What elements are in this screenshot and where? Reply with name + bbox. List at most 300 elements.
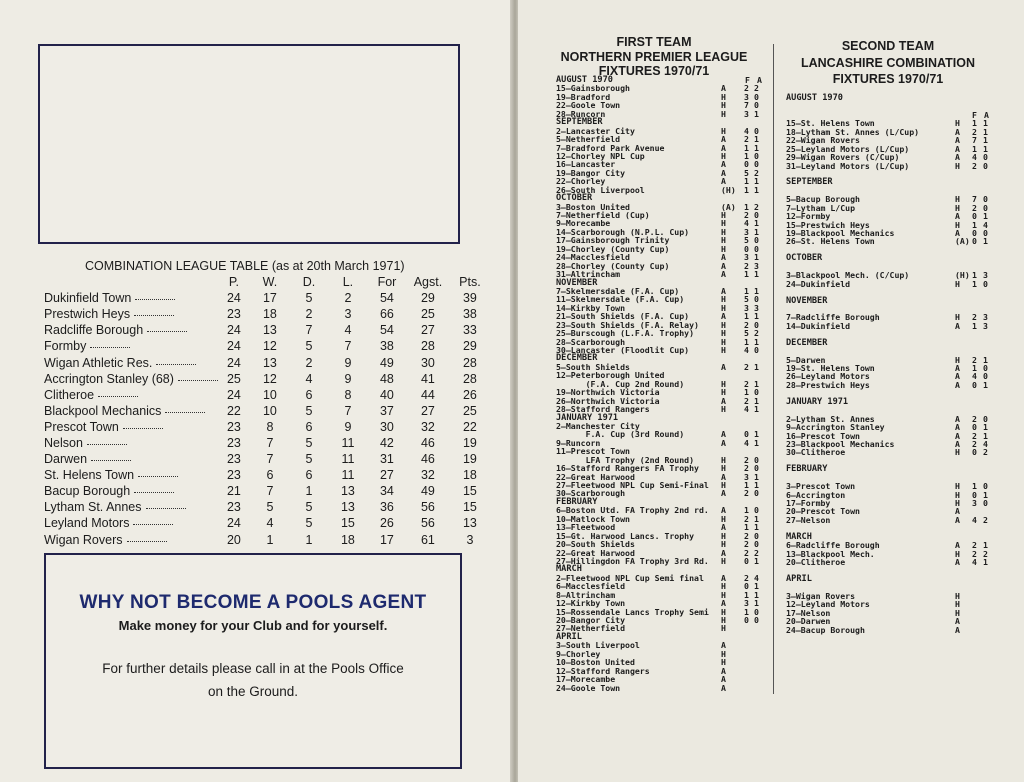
fixture-venue: A: [721, 167, 726, 178]
fixture-venue: A: [721, 471, 726, 482]
team-name-text: Nelson: [44, 435, 83, 450]
fixture-opponent: 3—Wigan Rovers: [786, 590, 856, 601]
fixture-opponent: 28—Runcorn: [556, 108, 606, 119]
fixture-goals-for: 0: [744, 555, 749, 566]
league-table: [44, 274, 490, 548]
fixture-opponent: 20—Clitheroe: [786, 557, 846, 568]
fixture-goals-against: 1: [983, 126, 988, 137]
fixture-opponent: 22—Goole Town: [556, 100, 621, 111]
fixture-opponent: 12—Leyland Motors: [786, 599, 870, 610]
month-label: FEBRUARY: [786, 464, 828, 475]
fixture-opponent: 19—Bradford: [556, 91, 611, 102]
fixture-venue: A: [955, 371, 960, 382]
fixture-venue: A: [721, 674, 726, 685]
team-name: [44, 354, 218, 370]
fixture-venue: A: [721, 682, 726, 693]
stat-p: 24: [226, 516, 241, 531]
fixture-venue: H: [721, 657, 726, 668]
fixture-venue: H: [955, 219, 960, 230]
header-against: Agst.: [413, 275, 443, 290]
fixture-goals-for: 4: [744, 437, 749, 448]
fixture-goals-for: 3: [744, 598, 749, 609]
fixture-venue: H: [721, 378, 726, 389]
fixture-row: [786, 558, 998, 566]
stat-f: 17: [379, 532, 394, 547]
fixture-goals-against: 1: [983, 143, 988, 154]
stat-a: 28: [420, 339, 435, 354]
fixture-goals-against: 0: [754, 463, 759, 474]
fixture-venue: A: [721, 572, 726, 583]
fixture-goals-for: 1: [972, 143, 977, 154]
fixture-goals-for: 1: [972, 270, 977, 281]
stat-f: 54: [379, 323, 394, 338]
leader-dots: [133, 524, 173, 525]
fixture-goals-against: 0: [754, 125, 759, 136]
team-name: [44, 515, 218, 531]
fixture-goals-for: 0: [744, 243, 749, 254]
fixture-venue: A: [721, 505, 726, 516]
stat-p: 23: [226, 419, 241, 434]
stat-pts: 28: [462, 371, 477, 386]
stat-w: 10: [262, 387, 277, 402]
fixture-opponent: 5—Netherfield: [556, 134, 621, 145]
fixture-goals-against: 3: [983, 312, 988, 323]
table-row: [44, 515, 490, 531]
fixture-goals-for: 7: [972, 194, 977, 205]
league-table-title: COMBINATION LEAGUE TABLE (as at 20th March 1971): [85, 259, 405, 273]
stat-d: 2: [305, 355, 313, 370]
fixture-opponent: 20—Darwen: [786, 616, 831, 627]
fixture-opponent: 9—Morecambe: [556, 218, 611, 229]
fixture-goals-for: 2: [744, 513, 749, 524]
blank-advert-box: [38, 44, 460, 244]
fixture-goals-for: 2: [744, 547, 749, 558]
stat-w: 7: [266, 452, 274, 467]
header-lost: L.: [342, 275, 354, 290]
fixture-goals-against: 1: [754, 429, 759, 440]
fixture-opponent: 28—Prestwich Heys: [786, 379, 870, 390]
fixture-venue: H: [955, 607, 960, 618]
fixture-goals-for: 0: [972, 447, 977, 458]
stat-l: 18: [340, 532, 355, 547]
fixture-goals-against: 0: [983, 152, 988, 163]
stat-pts: 13: [462, 516, 477, 531]
fixture-venue: H: [955, 354, 960, 365]
fixture-opponent: 2—Fleetwood NPL Cup Semi final: [556, 572, 704, 583]
team-name-text: Blackpool Mechanics: [44, 403, 162, 418]
team-name-text: Radcliffe Borough: [44, 323, 144, 338]
fixture-goals-against: 1: [754, 311, 759, 322]
leader-dots: [127, 541, 167, 542]
fixture-goals-for: 0: [972, 422, 977, 433]
month-heading: [786, 465, 998, 473]
fixture-venue: A: [721, 269, 726, 280]
fixture-opponent: 2—Lancaster City: [556, 125, 635, 136]
fixture-goals-against: 1: [754, 218, 759, 229]
stat-f: 66: [379, 307, 394, 322]
fixture-goals-against: 0: [983, 228, 988, 238]
team-name-text: Wigan Rovers: [44, 532, 123, 547]
fixture-venue: H: [955, 312, 960, 323]
stat-f: 49: [379, 355, 394, 370]
fixture-venue: A: [721, 598, 726, 609]
fixture-goals-against: 1: [983, 211, 988, 222]
fixture-goals-for: 1: [744, 150, 749, 161]
fixture-opponent: F.A. Cup (3rd Round): [556, 429, 685, 440]
stat-w: 12: [262, 339, 277, 354]
stat-l: 15: [340, 516, 355, 531]
fixture-goals-against: 0: [983, 481, 988, 492]
fixture-venue: H: [955, 202, 960, 213]
month-label: JANUARY 1971: [786, 396, 849, 407]
fixture-goals-against: 1: [754, 269, 759, 280]
fixture-opponent: 22—Great Harwood: [556, 547, 635, 558]
stat-f: 40: [379, 387, 394, 402]
stat-a: 49: [420, 484, 435, 499]
second-team-title: SECOND TEAM: [841, 39, 935, 53]
fixture-venue: H: [721, 581, 726, 592]
stat-a: 46: [420, 435, 435, 450]
fixture-opponent: 5—South Shields: [556, 361, 630, 372]
fixture-opponent: 7—Radcliffe Borough: [786, 312, 880, 323]
fixture-opponent: 26—Leyland Motors: [786, 371, 870, 382]
team-name-text: Bacup Borough: [44, 484, 131, 499]
fixture-opponent: 22—Great Harwood: [556, 471, 635, 482]
fixture-goals-for: 1: [744, 505, 749, 516]
fixture-venue: H: [721, 539, 726, 550]
fixture-opponent: 30—Scarborough: [556, 488, 626, 499]
pools-subline: Make money for your Club and for yourself.: [118, 618, 388, 633]
fixture-goals-against: 0: [983, 498, 988, 508]
fixture-goals-against: 1: [754, 437, 759, 448]
fixture-goals-against: 1: [754, 378, 759, 389]
stat-l: 8: [344, 387, 352, 402]
month-label: AUGUST 1970: [556, 75, 613, 85]
fixture-goals-for: 4: [744, 125, 749, 136]
fixture-opponent: 17—Morecambe: [556, 674, 616, 685]
fixture-goals-against: 0: [754, 345, 759, 355]
fixture-goals-for: 1: [744, 387, 749, 398]
fixture-goals-for: 4: [972, 371, 977, 382]
second-team-f-header: F: [972, 110, 977, 120]
fixture-venue: A: [955, 152, 960, 163]
fixture-venue: A: [721, 640, 726, 651]
fixture-venue: H: [721, 404, 726, 415]
stat-d: 5: [305, 452, 313, 467]
fixture-goals-for: 1: [744, 285, 749, 296]
month-heading: [786, 398, 998, 406]
fixture-opponent: 2—Manchester City: [556, 420, 640, 431]
fixture-venue: H: [721, 91, 726, 102]
fixture-goals-against: 1: [983, 430, 988, 441]
second-team-fixtures-label: FIXTURES 1970/71: [832, 72, 944, 86]
fixture-goals-for: 4: [744, 345, 749, 355]
fixture-venue: H: [721, 530, 726, 541]
fixture-venue: H: [721, 210, 726, 220]
fixture-goals-for: 1: [744, 480, 749, 490]
fixture-venue: (A): [955, 236, 970, 247]
fixture-venue: A: [721, 665, 726, 676]
leader-dots: [87, 444, 127, 445]
stat-l: 7: [344, 339, 352, 354]
stat-d: 1: [305, 532, 313, 547]
fixture-opponent: 28—Stafford Rangers: [556, 404, 650, 415]
stat-p: 24: [226, 291, 241, 306]
fixture-goals-against: 1: [754, 589, 759, 600]
table-row: [44, 306, 490, 322]
stat-w: 4: [266, 516, 274, 531]
fixture-goals-against: 1: [983, 422, 988, 433]
fixture-venue: A: [721, 547, 726, 558]
fixture-opponent: 29—Wigan Rovers (C/Cup): [786, 152, 900, 163]
fixture-venue: A: [955, 616, 960, 627]
fixture-opponent: 23—South Shields (F.A. Relay): [556, 319, 699, 330]
fixture-goals-against: 0: [983, 194, 988, 205]
fixture-venue: H: [955, 278, 960, 289]
stat-d: 7: [305, 323, 313, 338]
stat-d: 4: [305, 371, 313, 386]
fixture-venue: A: [955, 624, 960, 635]
fixture-row: [786, 237, 998, 245]
month-label: FEBRUARY: [556, 496, 598, 507]
fixture-goals-for: 2: [744, 454, 749, 465]
fixture-venue: H: [721, 345, 726, 355]
stat-a: 56: [420, 516, 435, 531]
fixture-venue: H: [721, 387, 726, 398]
fixture-venue: (H): [955, 270, 970, 281]
stat-l: 13: [340, 484, 355, 499]
fixture-goals-for: 2: [972, 413, 977, 424]
fixture-row: [786, 567, 998, 575]
leader-dots: [147, 331, 187, 332]
pools-detail-line-2: on the Ground.: [207, 684, 299, 699]
stat-d: 1: [305, 484, 313, 499]
stat-a: 29: [420, 291, 435, 306]
fixture-opponent: 28—Scarborough: [556, 336, 626, 347]
fixture-goals-against: 0: [754, 454, 759, 465]
table-row: [44, 467, 490, 483]
fixture-venue: H: [721, 294, 726, 305]
fixture-venue: A: [955, 211, 960, 222]
stat-l: 3: [344, 307, 352, 322]
fixture-venue: H: [721, 150, 726, 161]
table-row: [44, 322, 490, 338]
fixture-goals-for: 0: [972, 379, 977, 390]
fixture-opponent: (F.A. Cup 2nd Round): [556, 378, 685, 389]
second-team-fixture-list: [786, 94, 998, 634]
fixture-goals-for: 4: [972, 152, 977, 163]
fixture-opponent: 15—Gt. Harwood Lancs. Trophy: [556, 530, 695, 541]
fixture-goals-against: 0: [754, 387, 759, 398]
fixture-goals-against: 2: [754, 83, 759, 94]
fixture-goals-against: 0: [754, 615, 759, 625]
fixture-goals-against: 1: [983, 379, 988, 390]
stat-f: 27: [379, 468, 394, 483]
stat-w: 13: [262, 355, 277, 370]
fixture-opponent: 21—South Shields (F.A. Cup): [556, 311, 690, 322]
fixture-opponent: 27—Nelson: [786, 514, 831, 525]
fixture-opponent: 19—St. Helens Town: [786, 363, 875, 373]
fixture-row: [786, 626, 998, 634]
fixture-goals-against: 1: [983, 557, 988, 568]
fixture-opponent: 24—Goole Town: [556, 682, 621, 693]
fixture-goals-for: 1: [744, 176, 749, 187]
leader-dots: [98, 396, 138, 397]
fixture-opponent: 16—Stafford Rangers FA Trophy: [556, 463, 699, 474]
fixture-goals-against: 2: [754, 167, 759, 178]
fixture-goals-against: 1: [754, 184, 759, 195]
fixture-goals-for: 4: [744, 218, 749, 229]
fixture-goals-for: 3: [744, 91, 749, 102]
fixture-opponent: 27—Netherfield: [556, 623, 626, 634]
fixture-goals-against: 2: [754, 547, 759, 558]
fixture-opponent: 13—Blackpool Mech.: [786, 548, 875, 559]
fixture-goals-against: 4: [983, 219, 988, 230]
fixture-goals-for: 0: [744, 159, 749, 170]
stat-pts: 22: [462, 419, 477, 434]
fixture-venue: H: [721, 243, 726, 254]
fixture-goals-against: 1: [754, 142, 759, 153]
month-label: DECEMBER: [556, 353, 598, 364]
fixture-goals-for: 3: [744, 252, 749, 263]
fixture-venue: A: [955, 557, 960, 568]
fixture-opponent: 18—Lytham St. Annes (L/Cup): [786, 126, 920, 137]
fixture-venue: A: [721, 252, 726, 263]
stat-a: 32: [420, 468, 435, 483]
table-row: [44, 419, 490, 435]
stat-f: 37: [379, 403, 394, 418]
fixture-venue: H: [721, 328, 726, 339]
fixture-goals-against: 3: [754, 302, 759, 313]
fixture-goals-against: 1: [754, 471, 759, 482]
fixture-venue: H: [955, 447, 960, 458]
fixture-goals-against: 0: [983, 202, 988, 213]
month-label: SEPTEMBER: [786, 177, 833, 188]
fixture-goals-against: 3: [983, 320, 988, 331]
fixture-venue: H: [721, 615, 726, 625]
team-name-text: St. Helens Town: [44, 468, 135, 483]
stat-a: 27: [420, 403, 435, 418]
fixture-goals-against: 0: [983, 363, 988, 373]
fixture-goals-for: 0: [972, 236, 977, 247]
fixture-venue: H: [955, 118, 960, 129]
fixture-goals-for: 3: [744, 108, 749, 119]
fixture-goals-against: 1: [754, 395, 759, 406]
fixture-goals-for: 4: [972, 557, 977, 568]
fixture-venue: H: [721, 319, 726, 330]
stat-f: 26: [379, 516, 394, 531]
fixture-goals-against: 0: [754, 100, 759, 111]
fixture-venue: H: [721, 463, 726, 474]
fixture-row: [786, 162, 998, 170]
fixture-goals-against: 1: [754, 226, 759, 237]
table-row: [44, 354, 490, 370]
first-team-a-header: A: [757, 75, 762, 85]
fixture-opponent: 14—Scarborough (N.P.L. Cup): [556, 226, 690, 237]
fixture-opponent: 9—Runcorn: [556, 437, 601, 448]
fixture-goals-against: 0: [983, 160, 988, 171]
fixture-goals-against: 4: [983, 438, 988, 449]
leader-dots: [178, 380, 218, 381]
fixture-venue: A: [721, 260, 726, 271]
first-team-title: FIRST TEAM: [616, 35, 692, 49]
fixture-goals-for: 1: [972, 363, 977, 373]
first-team-heading: [545, 35, 763, 79]
fixture-venue: H: [955, 160, 960, 171]
stat-f: 38: [379, 339, 394, 354]
fixture-venue: A: [955, 540, 960, 551]
fixture-opponent: 9—Chorley: [556, 648, 601, 659]
fixture-venue: A: [955, 430, 960, 441]
fixture-opponent: 15—Prestwich Heys: [786, 219, 870, 230]
fixture-goals-for: 4: [972, 514, 977, 525]
team-name-text: Prestwich Heys: [44, 307, 131, 322]
fixture-goals-for: 3: [744, 302, 749, 313]
stat-l: 11: [341, 452, 355, 467]
fixture-opponent: 12—Kirkby Town: [556, 598, 626, 609]
stat-pts: 33: [462, 323, 477, 338]
table-row: [44, 499, 490, 515]
stat-w: 7: [266, 435, 274, 450]
fixture-opponent: 15—St. Helens Town: [786, 118, 875, 129]
table-row: [44, 532, 490, 548]
stat-pts: 19: [462, 452, 477, 467]
month-label: APRIL: [556, 631, 582, 642]
fixture-opponent: 20—Bangor City: [556, 615, 626, 625]
fixture-goals-against: 3: [983, 270, 988, 281]
fixture-goals-for: 2: [744, 530, 749, 541]
team-name-text: Wigan Athletic Res.: [44, 355, 153, 370]
fixture-opponent: 3—South Liverpool: [556, 640, 640, 651]
fixture-row: [786, 448, 998, 456]
fixture-row: [786, 524, 998, 532]
fixture-venue: A: [955, 413, 960, 424]
fixture-goals-for: 5: [744, 167, 749, 178]
stat-p: 23: [226, 468, 241, 483]
team-name: [44, 290, 218, 306]
stat-a: 30: [420, 355, 435, 370]
fixture-goals-for: 1: [972, 481, 977, 492]
fixture-opponent: 23—Blackpool Mechanics: [786, 438, 895, 449]
team-name: [44, 306, 218, 322]
fixture-opponent: 27—Fleetwood NPL Cup Semi-Final: [556, 480, 709, 490]
header-won: W.: [262, 275, 278, 290]
fixture-goals-against: 1: [754, 285, 759, 296]
month-heading: [786, 339, 998, 347]
stat-pts: 18: [462, 468, 477, 483]
month-label: JANUARY 1971: [556, 412, 619, 423]
fixture-opponent: 12—Peterborough United: [556, 370, 665, 381]
fixture-venue: H: [721, 480, 726, 490]
fixture-goals-for: 1: [744, 269, 749, 280]
team-name-text: Darwen: [44, 452, 88, 467]
fixture-goals-for: 2: [972, 160, 977, 171]
fixture-goals-against: 1: [754, 480, 759, 490]
second-team-a-header: A: [984, 110, 989, 120]
stat-w: 7: [266, 484, 274, 499]
fixture-venue: (H): [721, 184, 736, 195]
fixture-goals-for: 3: [972, 498, 977, 508]
fixture-venue: H: [721, 555, 726, 566]
second-team-league: LANCASHIRE COMBINATION: [800, 55, 976, 70]
fixture-goals-for: 2: [972, 202, 977, 213]
fixture-opponent: 12—Stafford Rangers: [556, 665, 650, 676]
fixture-venue: A: [721, 522, 726, 533]
stat-d: 5: [305, 500, 313, 515]
table-row: [44, 451, 490, 467]
stat-l: 4: [344, 323, 352, 338]
fixture-goals-against: 2: [754, 328, 759, 339]
